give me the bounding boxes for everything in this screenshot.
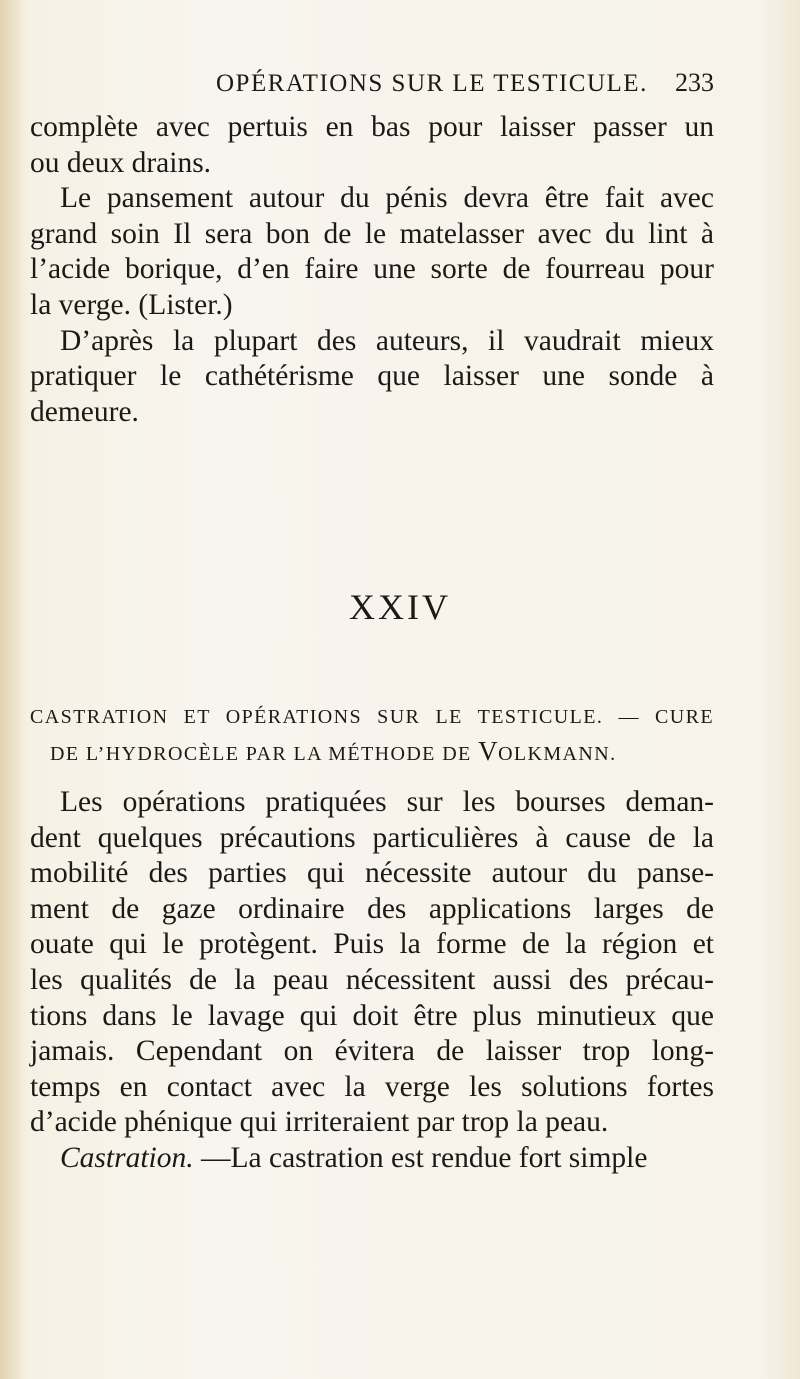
text-line: temps en contact avec la verge les solutions fortes bbox=[30, 1070, 714, 1103]
castration-paragraph bbox=[30, 1141, 714, 1177]
text-line: D’après la plupart des auteurs, il vaudrait mieux bbox=[60, 324, 714, 357]
intro-paragraphs bbox=[30, 110, 714, 430]
text-line: les qualités de la peau nécessitent aussi des précau- bbox=[30, 963, 714, 996]
text-line: tions dans le lavage qui doit être plus minutieux que bbox=[30, 999, 714, 1032]
chapter-title-initial: V bbox=[478, 736, 499, 766]
chapter-number: XXIV bbox=[349, 587, 451, 627]
castration-label: Castration. bbox=[60, 1141, 194, 1174]
page-number: 233 bbox=[675, 68, 714, 97]
text-line: dent quelques précautions particulières à cause de la bbox=[30, 821, 714, 854]
text-line: Les opérations pratiquées sur les bourses deman- bbox=[60, 786, 714, 818]
castration-text: —La castration est rendue fort simple bbox=[193, 1141, 648, 1174]
text-line: ment de gaze ordinaire des applications larges de bbox=[30, 892, 714, 925]
text-line: Le pansement autour du pénis devra être fait avec bbox=[60, 182, 714, 215]
running-head bbox=[0, 64, 800, 104]
text-line: pratiquer le cathétérisme que laisser une sonde à bbox=[30, 360, 714, 393]
text-line: ouate qui le protègent. Puis la forme de la région et bbox=[30, 928, 714, 961]
chapter-title-line-2 bbox=[30, 734, 714, 771]
running-title: OPÉRATIONS SUR LE TESTICULE. bbox=[216, 70, 648, 97]
chapter-title bbox=[30, 700, 714, 771]
text-line: jamais. Cependant on évitera de laisser trop long- bbox=[30, 1035, 714, 1068]
chapter-title-name: OLKMANN. bbox=[498, 743, 617, 765]
text-line: l’acide borique, d’en faire une sorte de fourreau pour bbox=[30, 253, 714, 286]
text-line: d’acide phénique qui irriteraient par trop la peau. bbox=[30, 1106, 609, 1139]
text-line: mobilité des parties qui nécessite autour du panse- bbox=[30, 857, 714, 890]
chapter-body bbox=[30, 785, 714, 1177]
page-gutter-shadow bbox=[0, 0, 24, 1379]
text-line: complète avec pertuis en bas pour laisser passer un bbox=[30, 111, 714, 143]
text-line: grand soin Il sera bon de le matelasser avec du lint à bbox=[30, 217, 714, 250]
text-line: ou deux drains. bbox=[30, 146, 212, 179]
text-line: la verge. (Lister.) bbox=[30, 288, 233, 321]
chapter-title-line-1: CASTRATION ET OPÉRATIONS SUR LE TESTICULE. — CURE bbox=[30, 706, 714, 728]
text-line: demeure. bbox=[30, 395, 139, 428]
chapter-title-prefix: DE L’HYDROCÈLE PAR LA MÉTHODE DE bbox=[50, 743, 479, 765]
